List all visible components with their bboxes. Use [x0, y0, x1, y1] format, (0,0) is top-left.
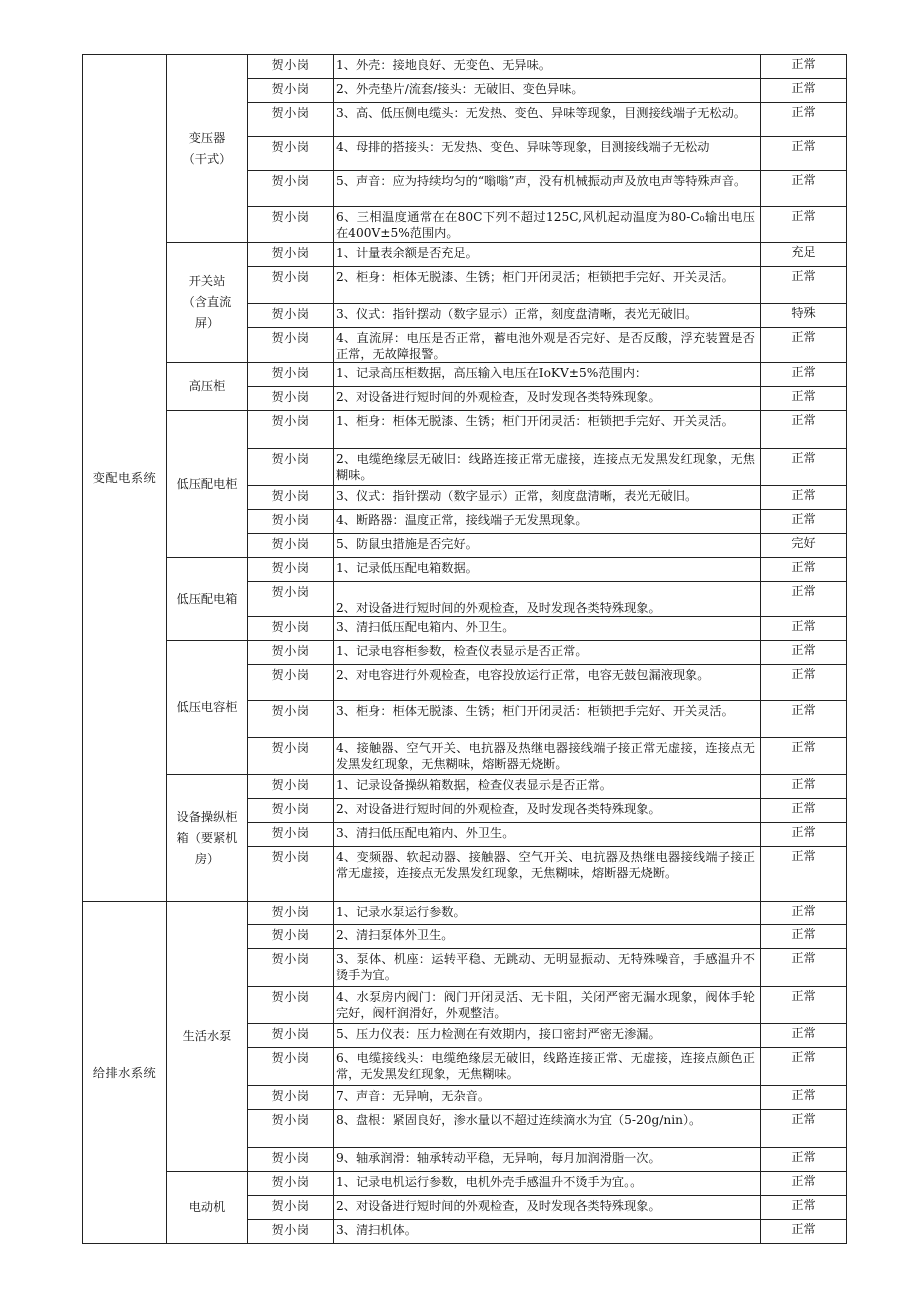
- result-cell: 正常: [761, 1086, 847, 1110]
- result-cell: 正常: [761, 799, 847, 823]
- inspector-cell: 贺小岗: [248, 1148, 334, 1172]
- equipment-name-line: （干式）: [182, 151, 232, 166]
- equipment-name-line: 屏）: [194, 316, 220, 330]
- result-cell: 正常: [761, 738, 847, 775]
- inspector-cell: 贺小岗: [248, 665, 334, 701]
- result-cell: 完好: [761, 534, 847, 558]
- result-cell: 正常: [761, 949, 847, 987]
- inspection-item-cell: 7、声音：无异响，无杂音。: [334, 1086, 761, 1110]
- equipment-name-cell: [167, 363, 248, 411]
- equipment-name-cell: [167, 558, 248, 641]
- table-row: [83, 641, 847, 665]
- inspection-item-cell: 2、对设备进行短时间的外观检查，及时发现各类特殊现象。: [334, 387, 761, 411]
- inspector-cell: 贺小岗: [248, 171, 334, 207]
- inspector-cell: 贺小岗: [248, 55, 334, 79]
- result-cell: 正常: [761, 510, 847, 534]
- equipment-name-cell: [167, 902, 248, 1172]
- inspector-cell: 贺小岗: [248, 582, 334, 617]
- table-row: [83, 558, 847, 582]
- table-row: [83, 902, 847, 925]
- equipment-name-line: 生活水泵: [182, 1029, 232, 1043]
- inspection-item-cell: [334, 582, 761, 617]
- inspection-item-cell: 1、记录电机运行参数，电机外壳手感温升不烫手为宜。。: [334, 1172, 761, 1196]
- inspection-item-cell: 3、仪式：指针摆动（数字显示）正常，刻度盘清晰，表光无破旧。: [334, 486, 761, 510]
- inspection-item-cell: 3、清扫低压配电箱内、外卫生。: [334, 823, 761, 847]
- table-row: [83, 411, 847, 449]
- result-cell: 正常: [761, 847, 847, 902]
- result-cell: 正常: [761, 1196, 847, 1220]
- system-name-cell: 变配电系统: [83, 55, 167, 902]
- inspector-cell: 贺小岗: [248, 701, 334, 738]
- inspection-item-cell: 5、声音：应为持续均匀的“嗡嗡”声，没有机械振动声及放电声等特殊声音。: [334, 171, 761, 207]
- inspector-cell: 贺小岗: [248, 137, 334, 171]
- inspector-cell: 贺小岗: [248, 243, 334, 267]
- inspection-item-cell: 3、泵体、机座：运转平稳、无跳动、无明显振动、无特殊噪音，手感温升不烫手为宜。: [334, 949, 761, 987]
- table-row: [83, 363, 847, 387]
- equipment-name-cell: [167, 411, 248, 558]
- inspection-item-cell: 4、断路器：温度正常，接线端子无发黑现象。: [334, 510, 761, 534]
- result-cell: 正常: [761, 1110, 847, 1148]
- inspector-cell: 贺小岗: [248, 363, 334, 387]
- blank-line: [336, 584, 755, 600]
- inspector-cell: 贺小岗: [248, 1110, 334, 1148]
- equipment-name-cell: [167, 1172, 248, 1244]
- equipment-name-line: 变压器: [188, 130, 226, 145]
- equipment-name-line: 低压电容柜: [176, 700, 238, 714]
- inspector-cell: 贺小岗: [248, 486, 334, 510]
- inspection-item-text: 2、对设备进行短时间的外观检查，及时发现各类特殊现象。: [336, 601, 661, 615]
- inspection-item-cell: 2、外壳垫片/流套/接头：无破旧、变色异味。: [334, 79, 761, 103]
- equipment-name-line: 高压柜: [188, 379, 226, 393]
- result-cell: 正常: [761, 823, 847, 847]
- inspection-item-cell: 1、柜身：柜体无脱漆、生锈；柜门开闭灵活：柜锁把手完好、开关灵活。: [334, 411, 761, 449]
- inspection-item-cell: 3、仪式：指针摆动（数字显示）正常，刻度盘清晰，表光无破旧。: [334, 304, 761, 328]
- inspection-item-cell: 2、对电容进行外观检查，电容投放运行正常，电容无鼓包漏液现象。: [334, 665, 761, 701]
- inspector-cell: 贺小岗: [248, 267, 334, 304]
- equipment-name-cell: [167, 641, 248, 775]
- result-cell: 正常: [761, 449, 847, 486]
- result-cell: 正常: [761, 1048, 847, 1086]
- inspection-item-cell: 2、对设备进行短时间的外观检查，及时发现各类特殊现象。: [334, 1196, 761, 1220]
- inspection-item-cell: 1、记录设备操纵箱数据，检查仪表显示是否正常。: [334, 775, 761, 799]
- result-cell: 正常: [761, 363, 847, 387]
- inspection-item-cell: 3、清扫机体。: [334, 1220, 761, 1244]
- inspection-item-cell: 2、电缆绝缘层无破旧：线路连接正常无虚接，连接点无发黑发红现象，无焦糊味。: [334, 449, 761, 486]
- inspection-item-cell: 9、轴承润滑：轴承转动平稳，无异响，每月加润滑脂一次。: [334, 1148, 761, 1172]
- inspector-cell: 贺小岗: [248, 304, 334, 328]
- equipment-name-line: 开关站: [188, 274, 226, 288]
- inspection-item-cell: 2、清扫泵体外卫生。: [334, 925, 761, 949]
- inspector-cell: 贺小岗: [248, 449, 334, 486]
- result-cell: 正常: [761, 103, 847, 137]
- inspector-cell: 贺小岗: [248, 510, 334, 534]
- result-cell: 充足: [761, 243, 847, 267]
- inspection-item-cell: 2、对设备进行短时间的外观检查，及时发现各类特殊现象。: [334, 799, 761, 823]
- result-cell: 正常: [761, 925, 847, 949]
- result-cell: 正常: [761, 328, 847, 363]
- result-cell: 正常: [761, 558, 847, 582]
- inspection-item-cell: 1、记录电容柜参数，检查仪表显示是否正常。: [334, 641, 761, 665]
- inspector-cell: 贺小岗: [248, 1048, 334, 1086]
- inspector-cell: 贺小岗: [248, 103, 334, 137]
- equipment-name-cell: [167, 55, 248, 243]
- inspector-cell: 贺小岗: [248, 1086, 334, 1110]
- equipment-name-line: （含直流: [182, 295, 232, 309]
- inspection-item-cell: 1、记录低压配电箱数据。: [334, 558, 761, 582]
- inspector-cell: 贺小岗: [248, 1220, 334, 1244]
- equipment-name-line: 低压配电箱: [176, 591, 238, 606]
- result-cell: 正常: [761, 55, 847, 79]
- result-cell: 正常: [761, 387, 847, 411]
- equipment-name-line: 房）: [194, 851, 220, 866]
- inspector-cell: 贺小岗: [248, 328, 334, 363]
- inspector-cell: 贺小岗: [248, 207, 334, 243]
- inspector-cell: 贺小岗: [248, 987, 334, 1024]
- inspection-item-cell: 1、记录高压柜数据，高压输入电压在IoKV±5%范围内：: [334, 363, 761, 387]
- inspector-cell: 贺小岗: [248, 738, 334, 775]
- inspector-cell: 贺小岗: [248, 1196, 334, 1220]
- equipment-name-line: 箱（要紧机: [176, 830, 238, 845]
- result-cell: 正常: [761, 486, 847, 510]
- inspection-item-cell: 1、记录水泵运行参数。: [334, 902, 761, 925]
- result-cell: 正常: [761, 1024, 847, 1048]
- inspection-item-cell: 3、高、低压侧电缆头：无发热、变色、异味等现象，目测接线端子无松动。: [334, 103, 761, 137]
- result-cell: 正常: [761, 987, 847, 1024]
- inspection-item-cell: 1、计量表余额是否充足。: [334, 243, 761, 267]
- inspector-cell: 贺小岗: [248, 925, 334, 949]
- inspector-cell: 贺小岗: [248, 79, 334, 103]
- inspection-item-cell: 3、清扫低压配电箱内、外卫生。: [334, 617, 761, 641]
- result-cell: 特殊: [761, 304, 847, 328]
- inspector-cell: 贺小岗: [248, 902, 334, 925]
- inspection-record-sheet: [82, 54, 846, 1244]
- equipment-name-cell: [167, 775, 248, 902]
- inspection-item-cell: 8、盘根：紧固良好，渗水量以不超过连续滴水为宜（5-20g∕nin）。: [334, 1110, 761, 1148]
- table-row: [83, 55, 847, 79]
- result-cell: 正常: [761, 582, 847, 617]
- result-cell: 正常: [761, 902, 847, 925]
- result-cell: 正常: [761, 171, 847, 207]
- system-name-cell: 给排水系统: [83, 902, 167, 1244]
- equipment-name-line: 设备操纵柜: [176, 809, 238, 824]
- inspector-cell: 贺小岗: [248, 534, 334, 558]
- table-row: [83, 1172, 847, 1196]
- result-cell: 正常: [761, 267, 847, 304]
- inspector-cell: 贺小岗: [248, 949, 334, 987]
- inspection-item-cell: 1、外壳：接地良好、无变色、无异味。: [334, 55, 761, 79]
- result-cell: 正常: [761, 137, 847, 171]
- inspection-item-cell: 4、接触器、空气开关、电抗器及热继电器接线端子接正常无虚接，连接点无发黑发红现象，无焦糊味，熔断器无烧断。: [334, 738, 761, 775]
- inspector-cell: 贺小岗: [248, 387, 334, 411]
- inspection-item-cell: 4、水泵房内阀门：阀门开闭灵活、无卡阻，关闭严密无漏水现象，阀体手轮完好，阀杆润滑好，外观整洁。: [334, 987, 761, 1024]
- inspector-cell: 贺小岗: [248, 847, 334, 902]
- inspector-cell: 贺小岗: [248, 775, 334, 799]
- inspector-cell: 贺小岗: [248, 1172, 334, 1196]
- result-cell: 正常: [761, 701, 847, 738]
- inspection-item-cell: 4、直流屏：电压是否正常，蓄电池外观是否完好、是否反酸，浮充装置是否正常，无故障报警。: [334, 328, 761, 363]
- equipment-name-line: 低压配电柜: [176, 476, 238, 491]
- result-cell: 正常: [761, 775, 847, 799]
- inspector-cell: 贺小岗: [248, 411, 334, 449]
- inspection-item-cell: 6、电缆接线头：电缆绝缘层无破旧，线路连接正常、无虚接，连接点颜色正常，无发黑发红现象，无焦糊味。: [334, 1048, 761, 1086]
- result-cell: 正常: [761, 79, 847, 103]
- inspector-cell: 贺小岗: [248, 1024, 334, 1048]
- result-cell: 正常: [761, 411, 847, 449]
- result-cell: 正常: [761, 665, 847, 701]
- inspector-cell: 贺小岗: [248, 799, 334, 823]
- table-row: [83, 243, 847, 267]
- inspector-cell: 贺小岗: [248, 641, 334, 665]
- inspector-cell: 贺小岗: [248, 823, 334, 847]
- inspector-cell: 贺小岗: [248, 558, 334, 582]
- inspection-item-cell: 4、变频器、软起动器、接触器、空气开关、电抗器及热继电器接线端子接正常无虚接，连接点无发黑发红现象，无焦糊味，熔断器无烧断。: [334, 847, 761, 902]
- result-cell: 正常: [761, 1220, 847, 1244]
- equipment-name-cell: [167, 243, 248, 363]
- result-cell: 正常: [761, 207, 847, 243]
- inspection-item-cell: 6、三相温度通常在在80C下列不超过125C,风机起动温度为80-C₀输出电压在400V±5%范围内。: [334, 207, 761, 243]
- inspection-item-cell: 5、防鼠虫措施是否完好。: [334, 534, 761, 558]
- inspection-item-cell: 2、柜身：柜体无脱漆、生锈；柜门开闭灵活；柜锁把手完好、开关灵活。: [334, 267, 761, 304]
- result-cell: 正常: [761, 617, 847, 641]
- inspection-table: [82, 54, 847, 1244]
- inspector-cell: 贺小岗: [248, 617, 334, 641]
- result-cell: 正常: [761, 1148, 847, 1172]
- inspection-item-cell: 4、母排的搭接头：无发热、变色、异味等现象，目测接线端子无松动: [334, 137, 761, 171]
- table-row: [83, 775, 847, 799]
- result-cell: 正常: [761, 641, 847, 665]
- equipment-name-line: 电动机: [188, 1200, 226, 1214]
- result-cell: 正常: [761, 1172, 847, 1196]
- inspection-item-cell: 5、压力仪表：压力检测在有效期内，接口密封严密无渗漏。: [334, 1024, 761, 1048]
- inspection-item-cell: 3、柜身：柜体无脱漆、生锈；柜门开闭灵活：柜锁把手完好、开关灵活。: [334, 701, 761, 738]
